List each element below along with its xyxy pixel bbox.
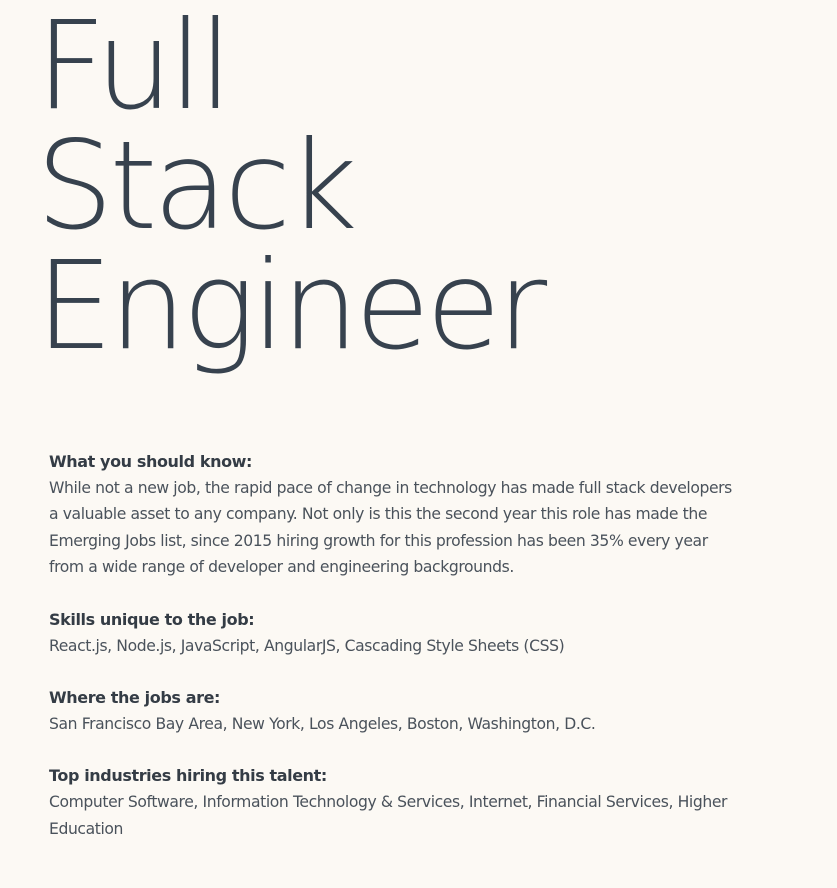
- section-skills: [49, 607, 739, 659]
- job-title-line-2: Stack: [36, 115, 354, 257]
- job-title-line-3: Engineer: [36, 235, 544, 377]
- section-heading: Where the jobs are:: [49, 688, 221, 708]
- section-industries: [49, 763, 739, 842]
- job-details: [49, 449, 739, 868]
- section-body: San Francisco Bay Area, New York, Los Angeles, Boston, Washington, D.C.: [49, 715, 596, 734]
- section-body: Computer Software, Information Technology & Services, Internet, Financial Services, Higher Education: [49, 793, 728, 838]
- section-what-to-know: [49, 449, 739, 581]
- section-body: While not a new job, the rapid pace of change in technology has made full stack developers a valuable asset to any company. Not only is this the second year this role has made the Emerging Jobs list, since 2015 hiring growth for this profession has been 35% every year from a wide range of developer and engineering backgrounds.: [49, 479, 732, 577]
- section-heading: What you should know:: [49, 452, 253, 471]
- job-title: [36, 0, 544, 377]
- section-heading: Skills unique to the job:: [49, 609, 255, 629]
- section-locations: [49, 685, 739, 737]
- job-title-line-1: Full: [36, 0, 229, 137]
- section-heading: Top industries hiring this talent:: [49, 766, 327, 786]
- section-body: React.js, Node.js, JavaScript, AngularJS, Cascading Style Sheets (CSS): [49, 636, 565, 655]
